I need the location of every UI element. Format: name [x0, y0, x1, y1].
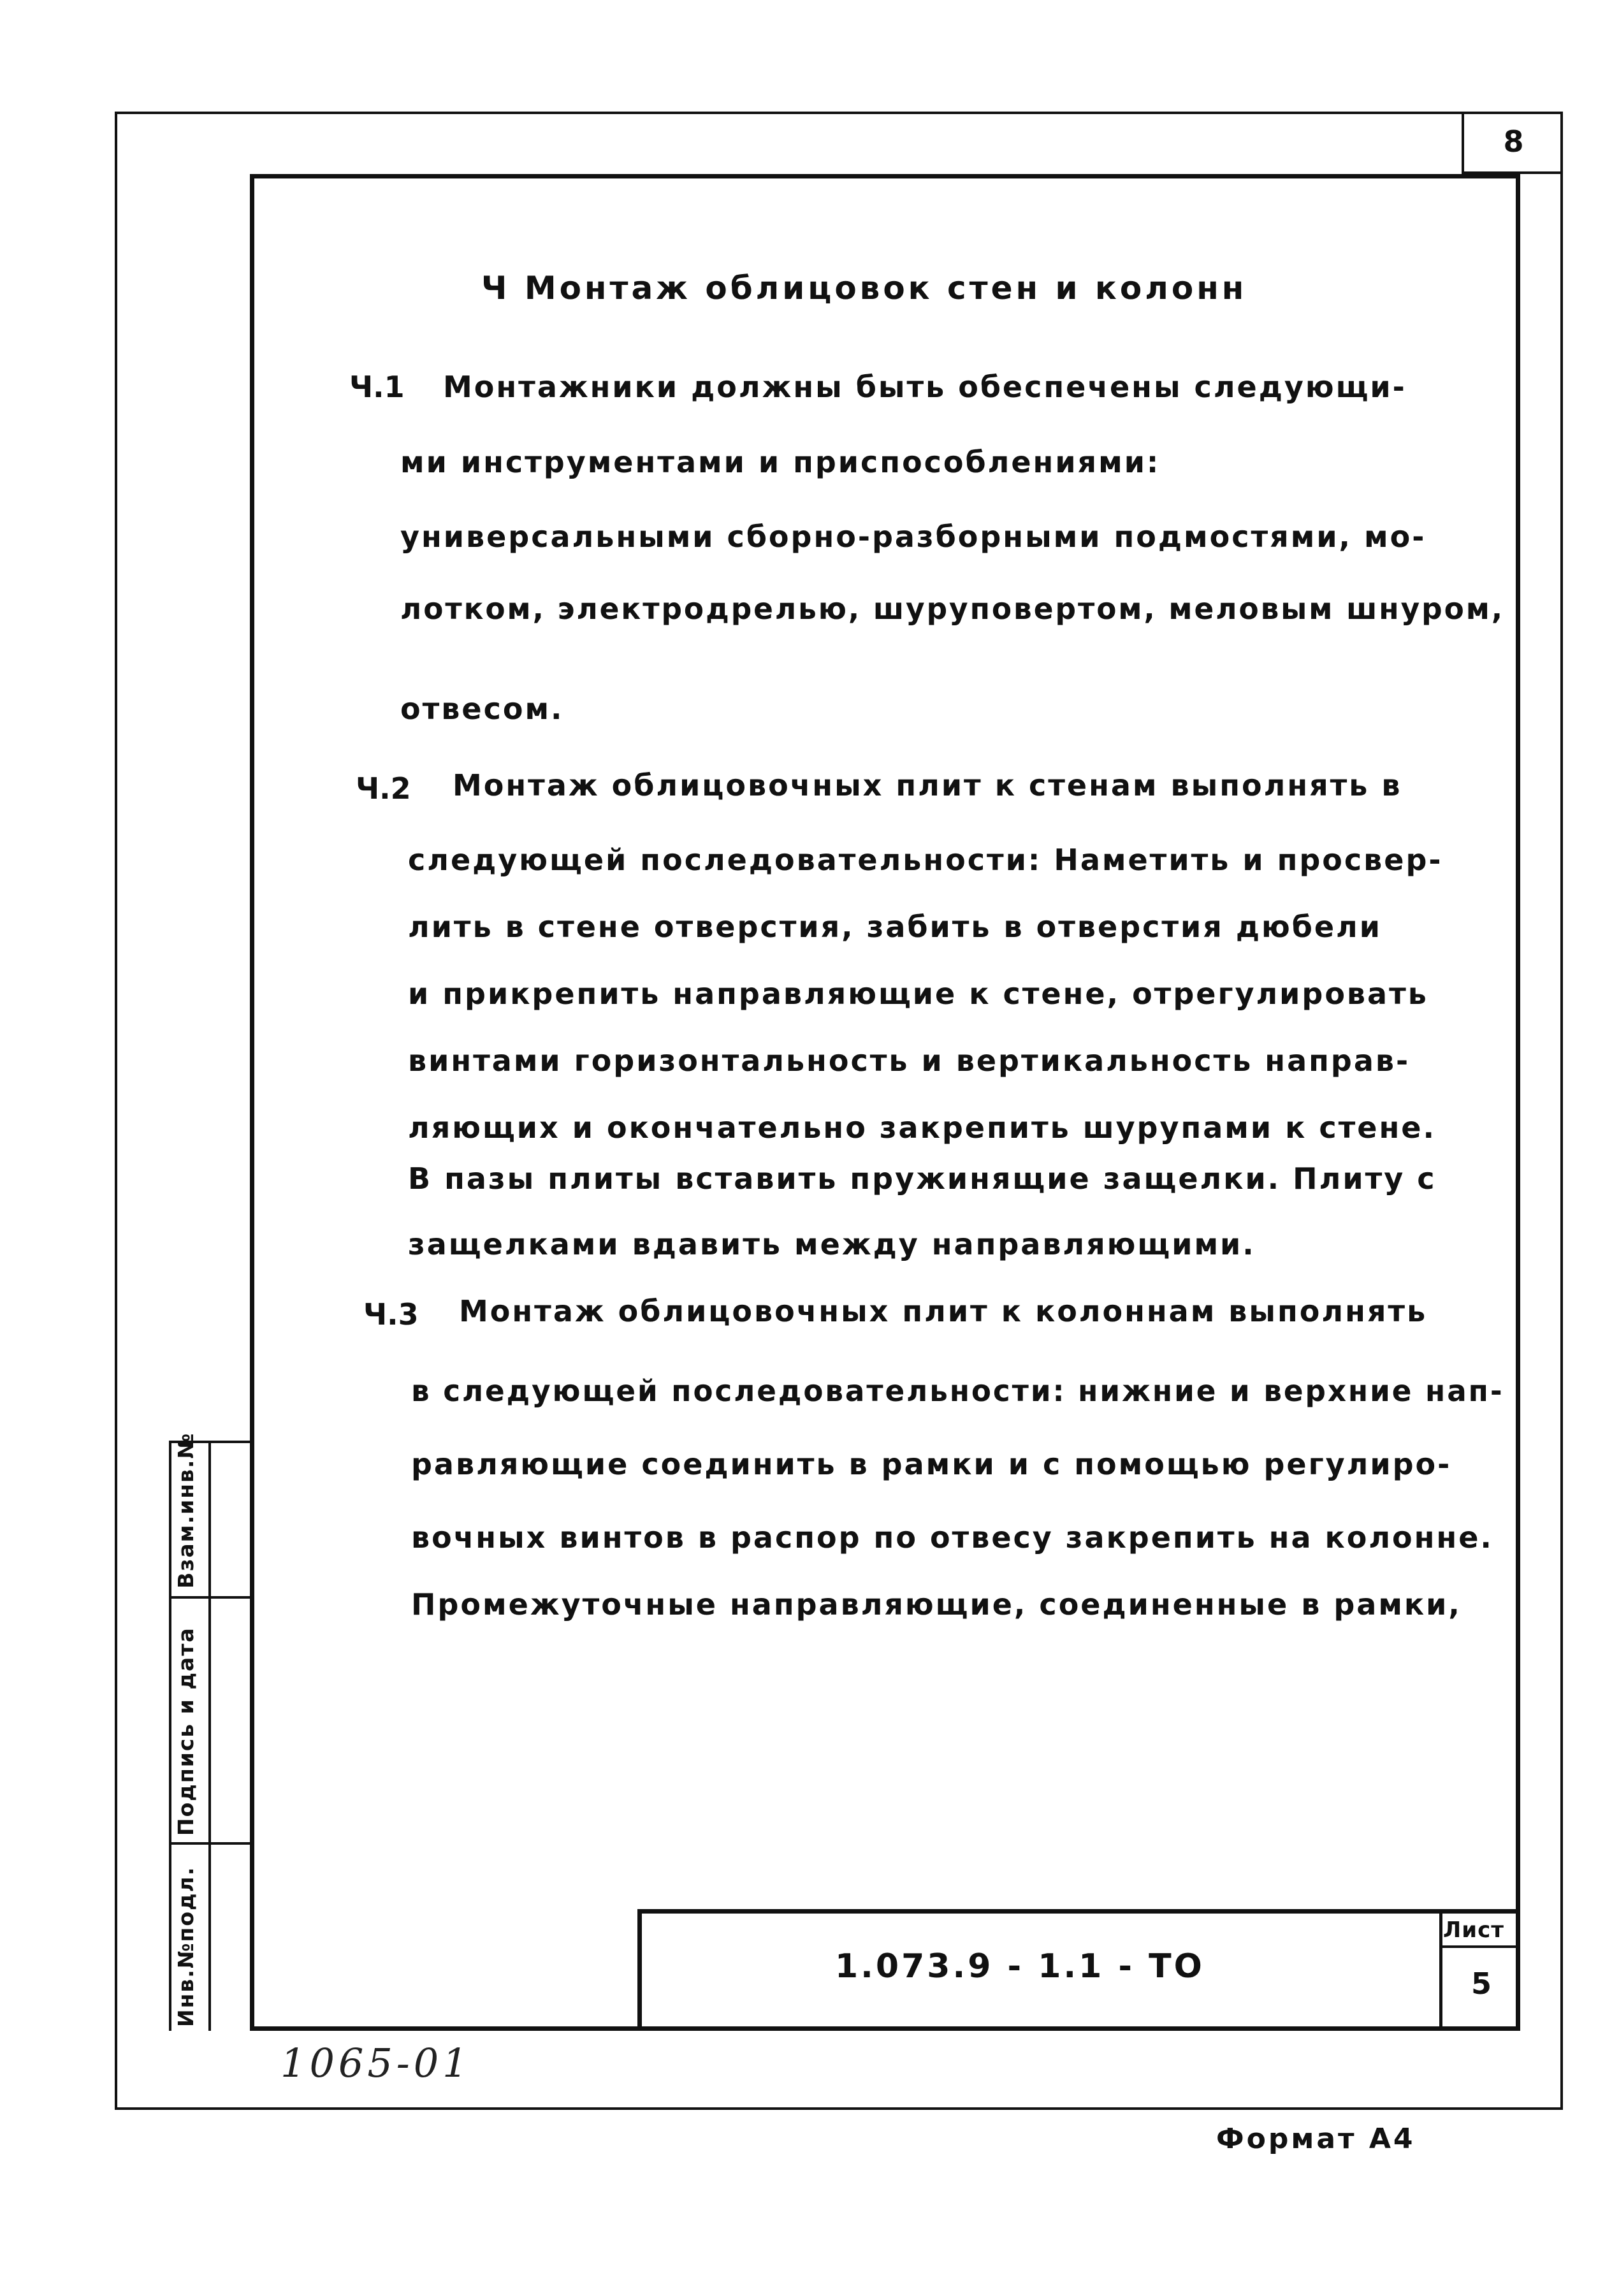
section-number: Ч.1	[349, 370, 405, 404]
section-heading: Ч Монтаж облицовок стен и колонн	[481, 270, 1247, 307]
text-line: Монтаж облицовочных плит к стенам выполнять в	[453, 768, 1402, 803]
text-line: равляющие соединить в рамки и с помощью регулиро-	[411, 1447, 1452, 1481]
text-line: ми инструментами и приспособлениями:	[400, 445, 1161, 479]
text-line: Монтаж облицовочных плит к колоннам выполнять	[459, 1294, 1428, 1328]
text-line: лить в стене отверстия, забить в отверстия дюбели	[408, 910, 1382, 944]
text-line: и прикрепить направляющие к стене, отрегулировать	[408, 977, 1428, 1011]
text-line: защелками вдавить между направляющими.	[408, 1227, 1256, 1261]
text-line: вочных винтов в распор по отвесу закрепить на колонне.	[411, 1520, 1493, 1555]
side-label-vzam-inv: Взам.инв.№	[173, 1432, 198, 1588]
text-line: Монтажники должны быть обеспечены следующи-	[443, 370, 1407, 404]
side-strip-divider	[171, 1596, 250, 1599]
text-line: винтами горизонтальность и вертикальность направ-	[408, 1043, 1411, 1078]
side-label-signature-date: Подпись и дата	[173, 1627, 198, 1836]
text-line: в следующей последовательности: нижние и верхние нап-	[411, 1374, 1504, 1408]
sheet-corner-number: 8	[1462, 112, 1563, 174]
text-line: Промежуточные направляющие, соединенные в рамки,	[411, 1587, 1462, 1622]
side-label-inv-podl: Инв.№подл.	[173, 1866, 198, 2027]
sheet-number: 5	[1471, 1966, 1492, 2001]
handwritten-note: 1065-01	[280, 2040, 472, 2086]
text-line: следующей последовательности: Наметить и просвер-	[408, 843, 1443, 877]
section-number: Ч.3	[363, 1297, 419, 1332]
section-number: Ч.2	[356, 771, 411, 806]
text-line: отвесом.	[400, 692, 564, 726]
text-line: лотком, электродрелью, шуруповертом, меловым шнуром,	[400, 592, 1505, 626]
format-label: Формат А4	[1216, 2123, 1416, 2155]
sheet-label: Лист	[1443, 1917, 1504, 1943]
text-line: универсальными сборно-разборными подмостями, мо-	[400, 520, 1427, 554]
text-line: В пазы плиты вставить пружинящие защелки. Плиту с	[408, 1161, 1437, 1196]
text-line: ляющих и окончательно закрепить шурупами к стене.	[408, 1110, 1436, 1145]
sheet-box-divider	[1442, 1945, 1520, 1948]
document-code: 1.073.9 - 1.1 - ТО	[835, 1947, 1205, 1986]
side-strip-divider	[171, 1842, 250, 1845]
